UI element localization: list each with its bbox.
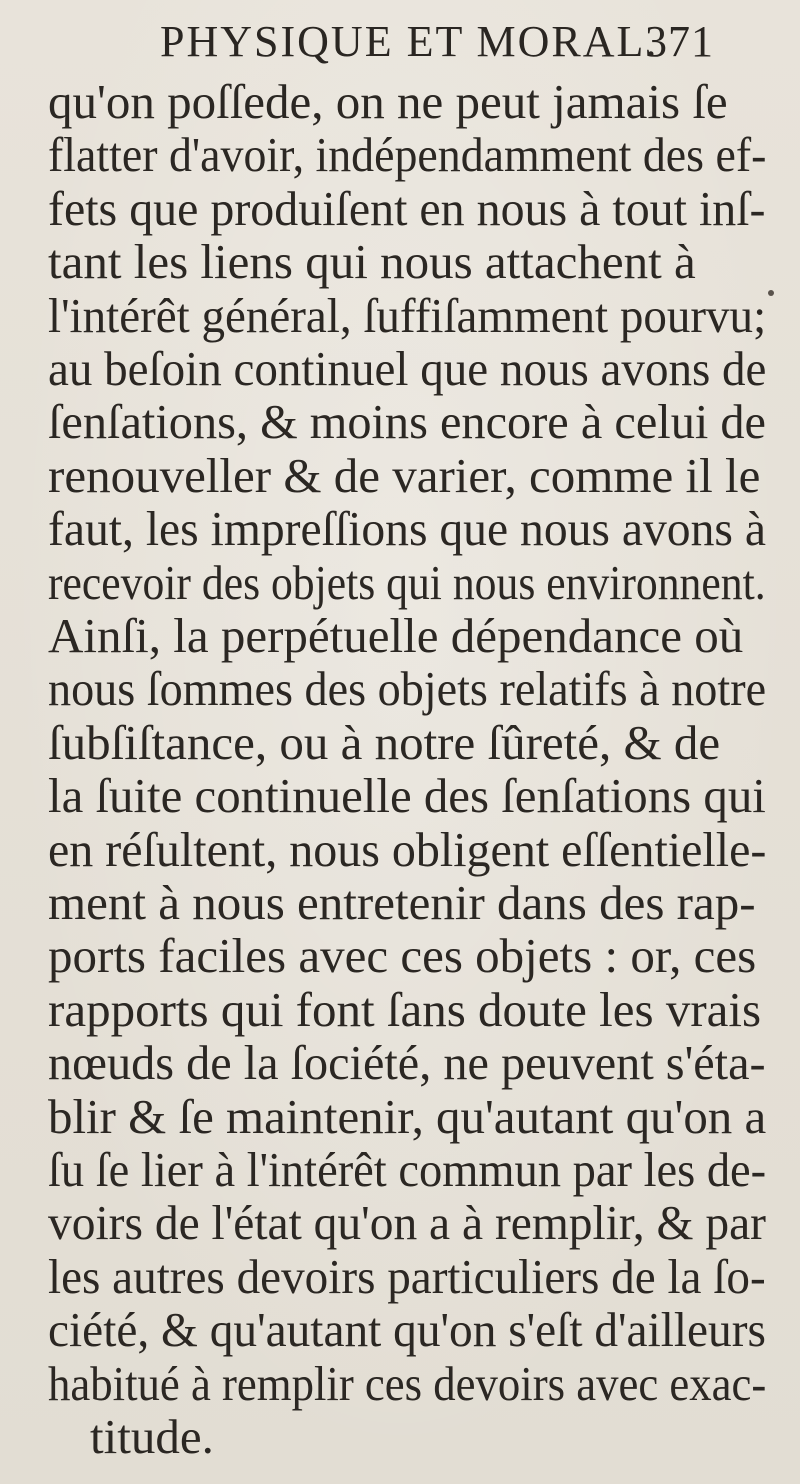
text-line-20: blir & ſe maintenir, qu'autant qu'on a (48, 1089, 767, 1144)
text-line-13: ſubſiſtance, ou à notre ſûreté, & de (48, 715, 721, 770)
text-line-8: renouveller & de varier, comme il le (48, 448, 761, 503)
text-line-19: nœuds de la ſociété, ne peuvent s'éta- (48, 1035, 766, 1090)
text-line-4: tant les liens qui nous attachent à (48, 234, 696, 289)
text-line-5: l'intérêt général, ſuffiſamment pourvu; (48, 288, 767, 343)
text-line-18: rapports qui font ſans doute les vrais (48, 982, 762, 1037)
text-line-9: faut, les impreſſions que nous avons à (48, 501, 766, 556)
text-line-1: qu'on poſſede, on ne peut jamais ſe (48, 74, 728, 129)
text-line-10: recevoir des objets qui nous environnent. (48, 555, 766, 610)
text-line-16: ment à nous entretenir dans des rap- (48, 875, 756, 930)
text-line-11: Ainſi, la perpétuelle dépendance où (48, 608, 744, 663)
text-line-24: ciété, & qu'autant qu'on s'eſt d'ailleurs (48, 1302, 766, 1357)
margin-ink-dot (768, 290, 774, 296)
text-line-3: fets que produiſent en nous à tout inſ- (48, 181, 766, 236)
text-line-2: flatter d'avoir, indépendamment des ef- (48, 127, 767, 182)
text-line-17: ports faciles avec ces objets : or, ces (48, 928, 757, 983)
page-number: 371 (645, 17, 714, 66)
text-line-21: ſu ſe lier à l'intérêt commun par les de- (48, 1142, 767, 1197)
running-head (0, 12, 800, 72)
text-line-14: la ſuite continuelle des ſenſations qui (48, 768, 766, 823)
text-line-23: les autres devoirs particuliers de la ſo- (48, 1249, 766, 1304)
text-line-22: voirs de l'état qu'on a à remplir, & par (48, 1195, 766, 1250)
text-line-25: habitué à remplir ces devoirs avec exac- (48, 1356, 767, 1411)
text-line-26: titude. (90, 1409, 214, 1464)
text-line-6: au beſoin continuel que nous avons de (48, 341, 767, 396)
text-line-12: nous ſommes des objets relatifs à notre (48, 661, 767, 716)
running-title: PHYSIQUE ET MORAL. (160, 17, 659, 66)
text-line-15: en réſultent, nous obligent eſſentielle- (48, 822, 767, 877)
text-line-7: ſenſations, & moins encore à celui de (48, 394, 766, 449)
